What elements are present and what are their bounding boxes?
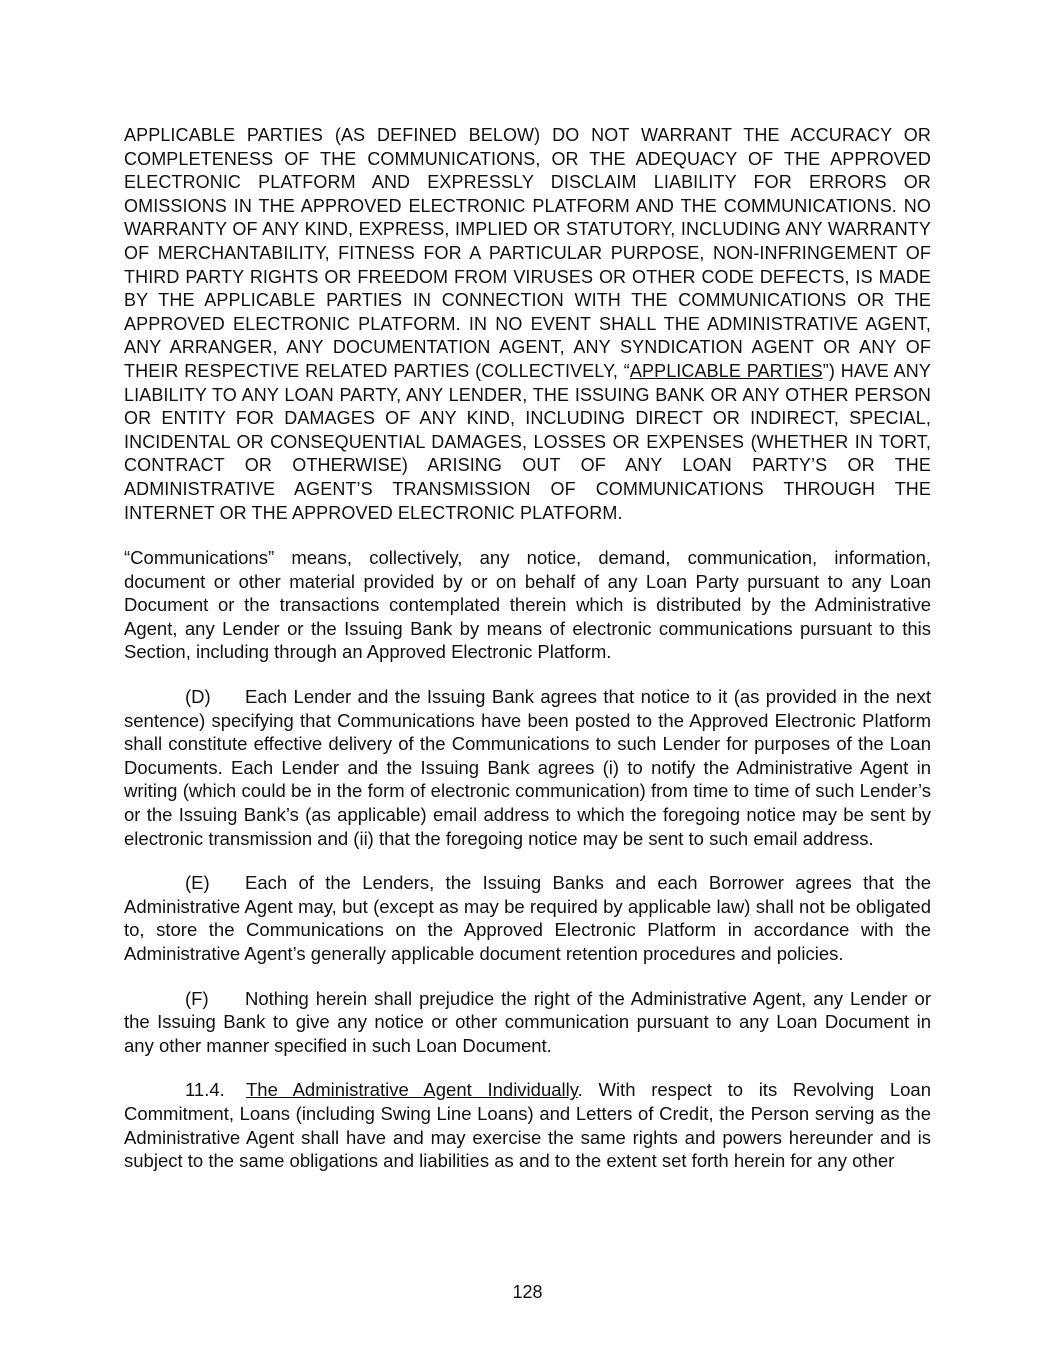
section-number: 11.4. bbox=[185, 1079, 225, 1101]
open-quote: “ bbox=[124, 547, 131, 569]
clause-e-text: Each of the Lenders, the Issuing Banks and each Borrower agrees that the Administrative Agent may, but (except as may be required by applicable law) shall not be obligated to, store the Communications on the Approved Electronic Platform in accordance with the Administrative Agent’s generally applicable document retention procedures and policies. bbox=[124, 872, 931, 964]
defined-term-communications: Communications bbox=[130, 547, 268, 569]
page-number: 128 bbox=[512, 1282, 543, 1302]
section-11-4-paragraph bbox=[124, 1078, 931, 1172]
communications-definition-paragraph bbox=[124, 546, 931, 664]
clause-e-paragraph bbox=[124, 871, 931, 965]
section-heading: The Administrative Agent Individually bbox=[246, 1079, 578, 1101]
clause-d-text: Each Lender and the Issuing Bank agrees that notice to it (as provided in the next sentence) specifying that Communications have been posted to the Approved Electronic Platform shall constitute effective delivery of the Communications to such Lender for purposes of the Loan Documents. Each Lender and the Issuing Bank agrees (i) to notify the Administrative Agent in writing (which could be in the form of electronic communication) from time to time of such Lender’s or the Issuing Bank’s (as applicable) email address to which the foregoing notice may be sent by electronic transmission and (ii) that the foregoing notice may be sent to such email address. bbox=[124, 686, 931, 849]
clause-f-label: (F) bbox=[185, 987, 209, 1009]
disclaimer-text-part2: ”) HAVE ANY LIABILITY TO ANY LOAN PARTY, ANY LENDER, THE ISSUING BANK OR ANY OTHER PERSON OR ENTITY FOR DAMAGES OF ANY KIND, INCLUDING DIRECT OR INDIRECT, SPECIAL, INCIDENTAL OR CONSEQUENTIAL DAMAGES, LOSSES OR EXPENSES (WHETHER IN TORT, CONTRACT OR OTHERWISE) ARISING OUT OF ANY LOAN PARTY’S OR THE ADMINISTRATIVE AGENT’S TRANSMISSION OF COMMUNICATIONS THROUGH THE INTERNET OR THE APPROVED ELECTRONIC PLATFORM. bbox=[124, 360, 931, 523]
clause-e-label: (E) bbox=[185, 872, 210, 894]
defined-term-applicable-parties: APPLICABLE PARTIES bbox=[629, 360, 823, 381]
communications-definition-text: ” means, collectively, any notice, demand, communication, information, document or other material provided by or on behalf of any Loan Party pursuant to any Loan Document or the transactions contemplated therein which is distributed by the Administrative Agent, any Lender or the Issuing Bank by means of electronic communications pursuant to this Section, including through an Approved Electronic Platform. bbox=[124, 547, 931, 663]
document-page bbox=[124, 124, 931, 1173]
disclaimer-paragraph bbox=[124, 124, 931, 525]
clause-f-paragraph bbox=[124, 987, 931, 1058]
clause-d-paragraph bbox=[124, 685, 931, 850]
clause-d-label: (D) bbox=[185, 686, 211, 708]
clause-f-text: Nothing herein shall prejudice the right of the Administrative Agent, any Lender or the Issuing Bank to give any notice or other communication pursuant to any Loan Document in any other manner specified in such Loan Document. bbox=[124, 987, 931, 1056]
disclaimer-text-part1: APPLICABLE PARTIES (AS DEFINED BELOW) DO NOT WARRANT THE ACCURACY OR COMPLETENESS OF THE COMMUNICATIONS, OR THE ADEQUACY OF THE APPROVED ELECTRONIC PLATFORM AND EXPRESSLY DISCLAIM LIABILITY FOR ERRORS OR OMISSIONS IN THE APPROVED ELECTRONIC PLATFORM AND THE COMMUNICATIONS. NO WARRANTY OF ANY KIND, EXPRESS, IMPLIED OR STATUTORY, INCLUDING ANY WARRANTY OF MERCHANTABILITY, FITNESS FOR A PARTICULAR PURPOSE, NON-INFRINGEMENT OF THIRD PARTY RIGHTS OR FREEDOM FROM VIRUSES OR OTHER CODE DEFECTS, IS MADE BY THE APPLICABLE PARTIES IN CONNECTION WITH THE COMMUNICATIONS OR THE APPROVED ELECTRONIC PLATFORM. IN NO EVENT SHALL THE ADMINISTRATIVE AGENT, ANY ARRANGER, ANY DOCUMENTATION AGENT, ANY SYNDICATION AGENT OR ANY OF THEIR RESPECTIVE RELATED PARTIES (COLLECTIVELY, “ bbox=[124, 125, 931, 381]
section-11-4-text: . With respect to its Revolving Loan Commitment, Loans (including Swing Line Loans) and Letters of Credit, the Person serving as the Administrative Agent shall have and may exercise the same rights and powers hereunder and is subject to the same obligations and liabilities as and to the extent set forth herein for any other bbox=[124, 1079, 932, 1172]
